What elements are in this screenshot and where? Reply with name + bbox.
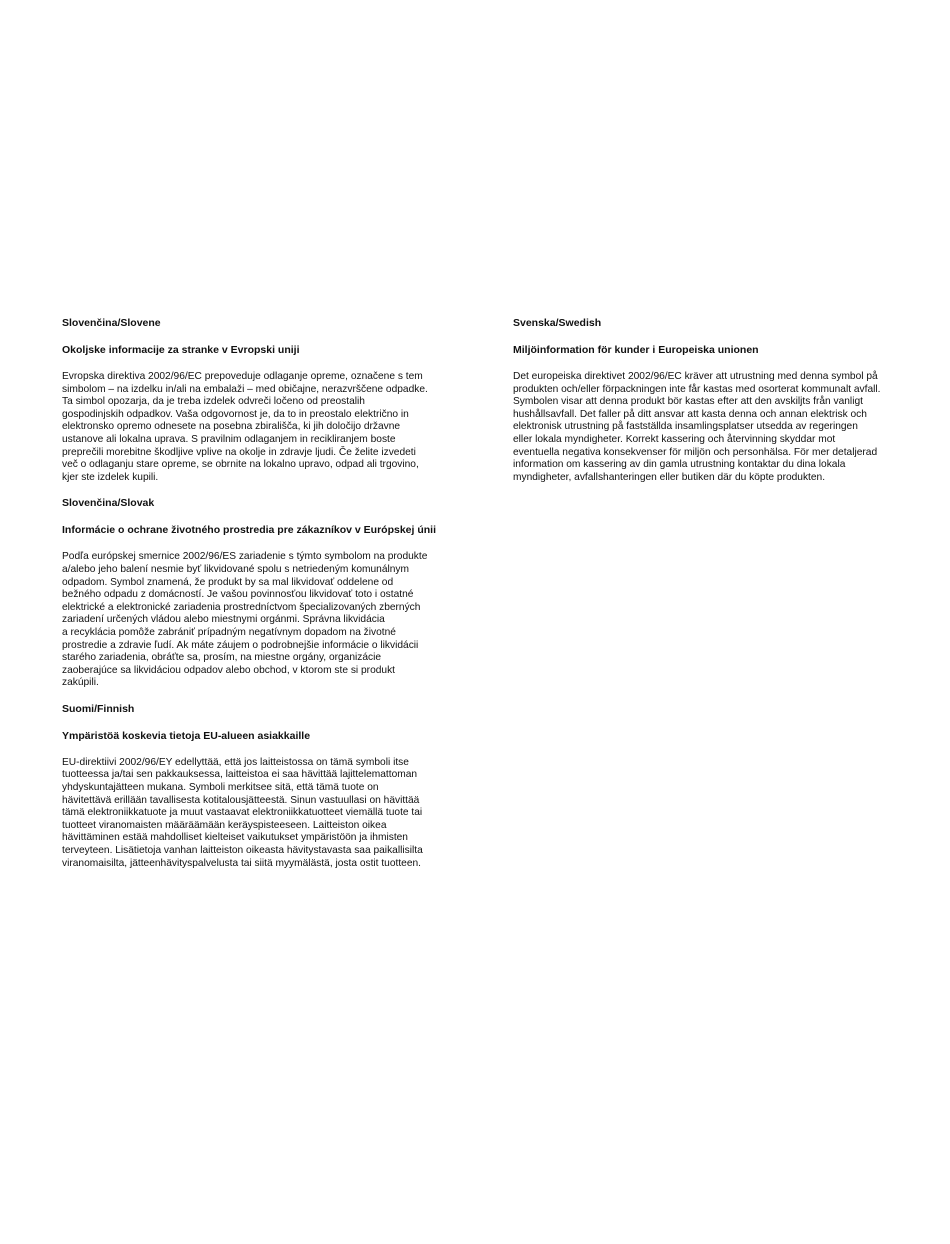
body-line: Evropska direktiva 2002/96/EC prepoveduje odlaganje opreme, označene s tem	[62, 371, 423, 382]
body-line: gospodinjskih odpadkov. Vaša odgovornost je, da to in preostalo električno in	[62, 408, 409, 420]
body-line: bežného odpadu z domácností. Je vašou povinnosťou likvidovať toto i ostatné	[62, 589, 414, 601]
body-line: a/alebo jeho balení nesmie byť likvidované spolu s netriedeným komunálnym	[62, 563, 409, 575]
section-body	[62, 551, 462, 690]
body-line: zakúpili.	[62, 677, 99, 689]
body-line: eventuella negativa konsekvenser för miljön och personhälsa. För mer detaljerad	[513, 446, 878, 458]
body-line: hävitettävä erillään tavallisesta kotitalousjätteestä. Sinun vastuullasi on hävittää	[62, 794, 420, 806]
section-body	[62, 757, 462, 870]
section-swedish	[513, 317, 908, 484]
body-line: ustanove ali lokalna uprava. S pravilnim odlaganjem in recikliranjem boste	[62, 433, 396, 445]
body-line: elektronisk utrustning på fastställda insamlingsplatser utsedda av regeringen	[513, 421, 858, 433]
body-line: Symbolen visar att denna produkt bör kastas efter att den avskiljts från vanligt	[513, 396, 863, 408]
body-line: eller lokala myndigheter. Korrekt kassering och återvinning skyddar mot	[513, 433, 836, 445]
right-column	[513, 317, 908, 497]
body-line: kjer ste izdelek kupili.	[62, 471, 159, 483]
body-line: terveyteen. Lisätietoja vanhan laitteiston oikeasta hävitystavasta saa paikallisilta	[62, 845, 423, 857]
language-label: Svenska/Swedish	[513, 317, 602, 329]
body-line: viranomaisilta, jätteenhävityspalvelusta tai siitä myymälästä, josta ostit tuotteen.	[62, 857, 421, 869]
body-line: več o odlaganju stare opreme, se obrnite na lokalno upravo, odpad ali trgovino,	[62, 459, 419, 471]
body-line: zaoberajúce sa likvidáciou odpadov alebo obchod, v ktorom ste si produkt	[62, 664, 395, 676]
body-line: tuotteet viranomaisten määräämään keräyspisteeseen. Laitteiston oikea	[62, 819, 387, 831]
language-label: Slovenčina/Slovene	[62, 317, 161, 329]
body-line: hushållsavfall. Det faller på ditt ansvar att kasta denna och annan elektrisk och	[513, 408, 867, 420]
body-line: hävittäminen estää mahdolliset kielteiset vaikutukset ympäristöön ja ihmisten	[62, 832, 408, 844]
section-heading: Okoljske informacije za stranke v Evropski uniji	[62, 344, 300, 356]
body-line: prostredie a zdravie ľudí. Ak máte záujem o podrobnejšie informácie o likvidácii	[62, 639, 419, 651]
section-body	[513, 371, 908, 484]
body-line: Ta simbol opozarja, da je treba izdelek odvreči ločeno od preostalih	[62, 396, 365, 408]
section-heading: Ympäristöä koskevia tietoja EU-alueen asiakkaille	[62, 729, 311, 742]
body-line: elektronsko opremo odnesete na posebna zbirališča, ki jih določijo državne	[62, 421, 401, 433]
body-line: tuotteessa ja/tai sen pakkauksessa, laitteistoa ei saa hävittää lajittelemattoman	[62, 769, 418, 781]
section-heading: Miljöinformation för kunder i Europeiska unionen	[513, 344, 759, 356]
language-label: Slovenčina/Slovak	[62, 497, 155, 510]
body-line: Podľa európskej smernice 2002/96/ES zariadenie s týmto symbolom na produkte	[62, 551, 428, 563]
section-slovak	[62, 497, 462, 690]
body-line: elektrické a elektronické zariadenia prostredníctvom špecializovaných zberných	[62, 601, 421, 613]
body-line: odpadom. Symbol znamená, že produkt by sa mal likvidovať oddelene od	[62, 576, 394, 588]
body-line: Det europeiska direktivet 2002/96/EC kräver att utrustning med denna symbol på	[513, 371, 878, 382]
body-line: tämä elektroniikkatuote ja muut vastaavat elektroniikkatuotteet viemällä tuote tai	[62, 807, 423, 819]
left-column	[62, 317, 462, 883]
body-line: information om kassering av din gamla utrustning kontaktar du dina lokala	[513, 459, 846, 471]
body-line: simbolom – na izdelku in/ali na embalaži – med običajne, nerazvrščene odpadke.	[62, 383, 428, 395]
body-line: produkten och/eller förpackningen inte får kastas med osorterat kommunalt avfall.	[513, 383, 881, 395]
body-line: EU-direktiivi 2002/96/EY edellyttää, että jos laitteistossa on tämä symboli itse	[62, 756, 409, 768]
body-line: starého zariadenia, obráťte sa, prosím, na miestne orgány, organizácie	[62, 652, 382, 664]
section-finnish	[62, 703, 462, 870]
language-label: Suomi/Finnish	[62, 702, 135, 715]
body-line: a recyklácia pomôže zabrániť prípadným negatívnym dopadom na životné	[62, 626, 396, 638]
body-line: yhdyskuntajätteen mukana. Symboli merkitsee sitä, että tämä tuote on	[62, 782, 379, 794]
section-body	[62, 371, 462, 484]
body-line: myndigheter, avfallshanteringen eller butiken där du köpte produkten.	[513, 471, 826, 483]
body-line: zariadení určených vládou alebo miestnymi orgánmi. Správna likvidácia	[62, 614, 385, 626]
section-heading: Informácie o ochrane životného prostredia pre zákazníkov v Európskej únii	[62, 524, 437, 537]
section-slovene	[62, 317, 462, 484]
body-line: preprečili morebitne škodljive vplive na okolje in zdravje ljudi. Če želite izvedeti	[62, 446, 416, 458]
